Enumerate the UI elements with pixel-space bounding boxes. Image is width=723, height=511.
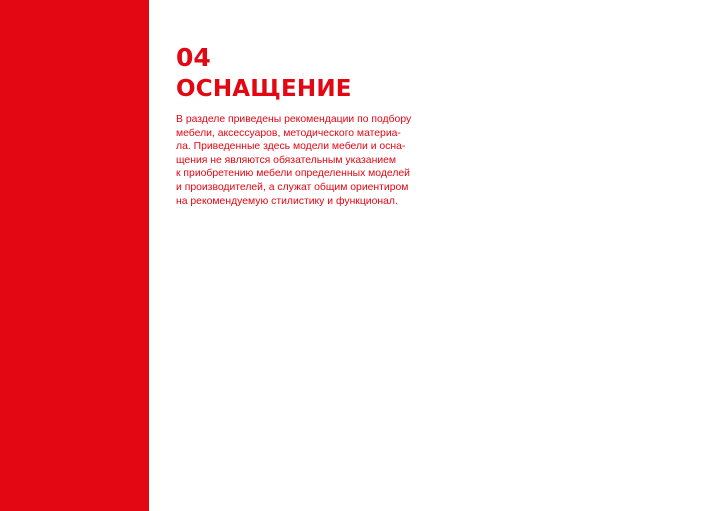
section-title: ОСНАЩЕНИЕ (176, 76, 352, 102)
description-line: и производителей, а служат общим ориентиром (176, 181, 409, 193)
description-line: В разделе приведены рекомендации по подбору (176, 114, 412, 125)
section-number: 04 (176, 43, 211, 72)
red-side-band (0, 0, 149, 511)
description-line: к приобретению мебели определенных моделей (176, 168, 410, 180)
description-line: ла. Приведенные здесь модели мебели и осна- (176, 141, 406, 153)
description-line: мебели, аксессуаров, методического материа- (176, 127, 401, 139)
section-description (176, 113, 436, 208)
description-line: щения не являются обязательным указанием (176, 154, 397, 166)
description-line: на рекомендуемую стилистику и функционал. (176, 195, 398, 207)
